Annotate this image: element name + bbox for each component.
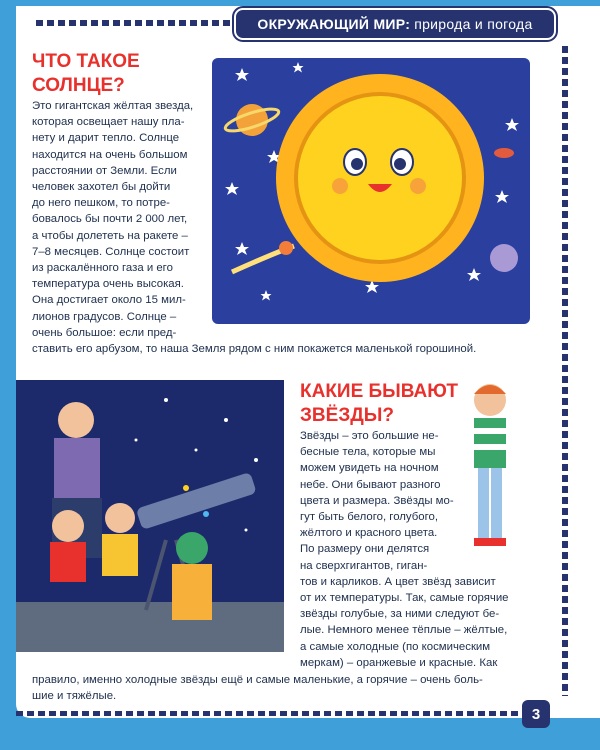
sun-text-line: которая освещает нашу пла- (32, 116, 185, 129)
stars-text-line: небе. Они бывают разного (300, 478, 441, 491)
sun-text-line: из раскалённого газа и его (32, 262, 173, 275)
sun-text-line: Она достигает около 15 мил- (32, 294, 186, 307)
decorative-band-bottom (16, 706, 522, 720)
sun-text-line: ставить его арбузом, то наша Земля рядом с ним покажется маленькой горошиной. (32, 343, 477, 356)
stars-text-line: цвета и размера. Звёзды мо- (300, 494, 454, 507)
star-icon (505, 118, 519, 131)
sun-text-line: лионов градусов. Солнце – (32, 310, 177, 323)
sun-text-line: человек захотел бы дойти (32, 181, 171, 194)
sun-icon (276, 74, 484, 282)
stars-text-line: а самые холодные (по космическим (300, 640, 491, 653)
moon-icon (490, 244, 518, 272)
star-icon (225, 182, 239, 195)
sun-illustration (212, 58, 530, 324)
star-icon (467, 268, 481, 281)
sun-title-line2: СОЛНЦЕ? (32, 75, 125, 96)
stars-text-bottom (32, 672, 483, 704)
telescope-illustration (16, 380, 284, 652)
stars-title-line1: КАКИЕ БЫВАЮТ (300, 381, 459, 402)
rocket-icon (494, 148, 514, 158)
stars-text-right (300, 428, 509, 671)
sun-text-line: расстоянии от Земли. Если (32, 164, 177, 177)
star-icon (495, 190, 509, 203)
stars-text-line: По размеру они делятся (300, 543, 430, 556)
header-topic: природа и погода (414, 16, 533, 32)
section-header (234, 8, 556, 40)
sun-title-line1: ЧТО ТАКОЕ (32, 51, 140, 72)
sun-text-line: до него пешком, то потре- (32, 197, 170, 210)
sun-text-line: бовалось бы почти 2 000 лет, (32, 213, 188, 226)
stars-title (300, 380, 458, 428)
yellow-star-icon (183, 485, 189, 491)
sun-text-line: очень большое: если пред- (32, 326, 177, 339)
stars-text-line: можем увидеть на ночном (300, 462, 439, 475)
stars-text-line: тов и карликов. А цвет звёзд зависит (300, 575, 496, 588)
stars-text-line: на сверхгигантов, гиган- (300, 559, 428, 572)
stars-text-line: Звёзды – это большие не- (300, 430, 439, 442)
stars-text-line: шие и тяжёлые. (32, 690, 117, 703)
decorative-band-right (562, 46, 568, 696)
decorative-band-top (36, 20, 232, 26)
star-icon (235, 242, 249, 255)
stars-text-line: лые. Немного менее тёплые – жёлтые, (300, 624, 508, 637)
sun-text-line: нету и дарит тепло. Солнце (32, 132, 180, 145)
stars-title-line2: ЗВЁЗДЫ? (300, 405, 394, 426)
stars-text-line: жёлтого и красного цвета. (300, 527, 438, 540)
railing-icon (16, 602, 284, 652)
header-section: ОКРУЖАЮЩИЙ МИР: (257, 16, 411, 32)
sun-text-line: температура очень высокая. (32, 278, 184, 291)
sun-text-line: а чтобы долететь на ракете – (32, 229, 188, 242)
star-icon (261, 290, 272, 301)
stars-text-line: гут быть белого, голубого, (300, 511, 439, 524)
star-icon (235, 68, 249, 81)
blue-star-icon (203, 511, 209, 517)
saturn-icon (223, 104, 281, 136)
stars-text-line: меркам) – оранжевые и красные. Как (300, 656, 498, 669)
stars-text-line: звёзды голубые, за ними следуют бе- (300, 608, 500, 621)
star-icon (293, 62, 304, 73)
stars-text-line: правило, именно холодные звёзды ещё и самые маленькие, а горячие – очень боль- (32, 674, 483, 686)
sun-title (32, 50, 140, 98)
sun-text-line: находится на очень большом (32, 148, 188, 161)
telescope-scene (16, 380, 284, 652)
stars-text-line: от их температуры. Так, самые горячие (300, 592, 509, 605)
page-number: 3 (522, 700, 550, 728)
sun-text-line: Это гигантская жёлтая звезда, (32, 100, 194, 112)
sun-text-line: 7–8 месяцев. Солнце состоит (32, 245, 190, 258)
sun-scene (212, 58, 530, 324)
stars-text-line: бесные тела, которые мы (300, 446, 436, 459)
